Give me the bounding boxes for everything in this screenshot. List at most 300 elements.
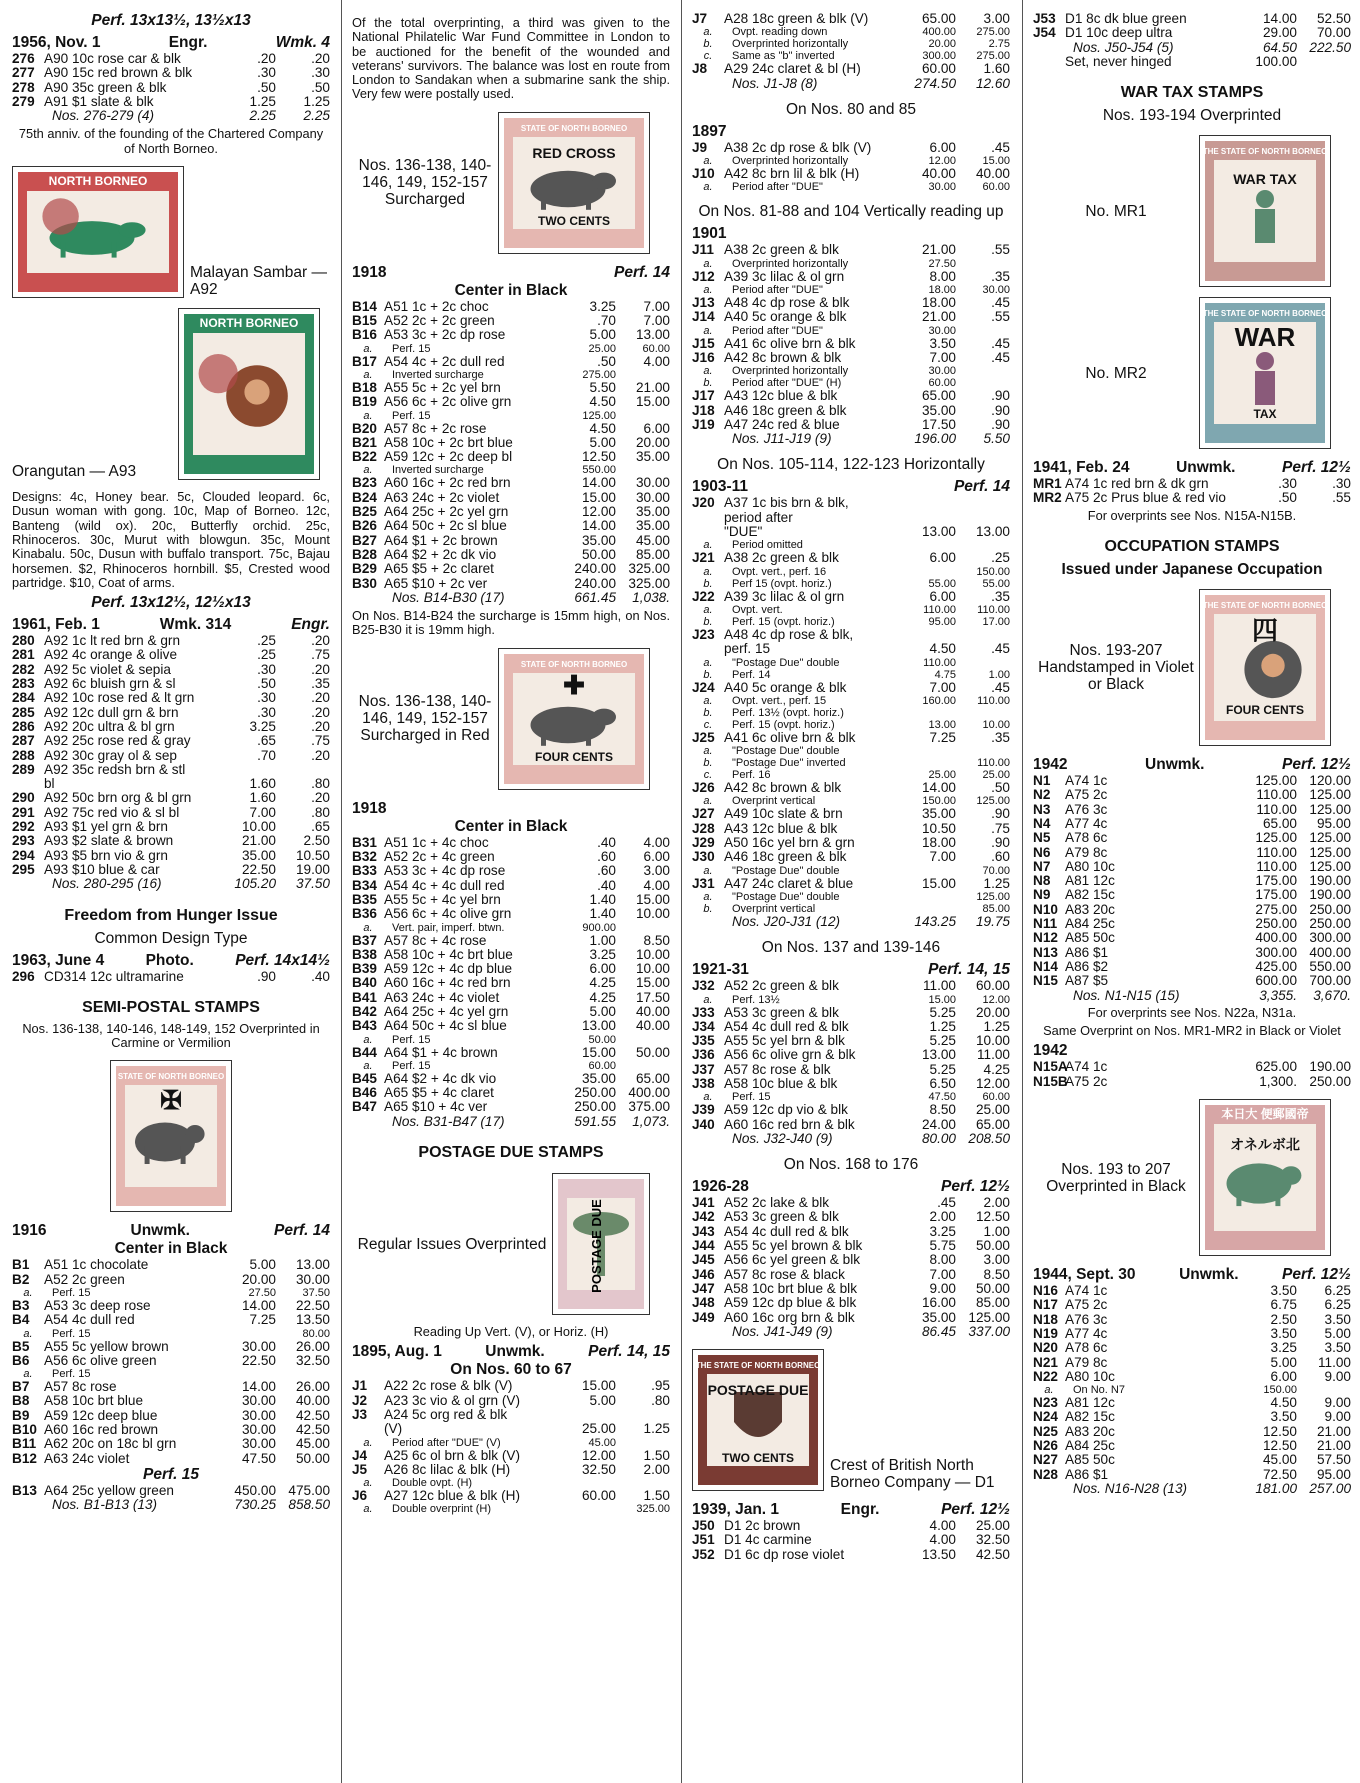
catalog-number: J7 <box>692 12 708 26</box>
issue-perf: Perf. 14, 15 <box>588 1343 670 1361</box>
description: Period after "DUE" <box>732 181 823 194</box>
listing-row <box>12 863 330 877</box>
section-heading: OCCUPATION STAMPS <box>1104 538 1280 556</box>
price-unused: .45 <box>937 1195 956 1211</box>
variety-row <box>692 1091 1010 1103</box>
price-used: 6.00 <box>643 420 670 436</box>
price-unused: 20.00 <box>928 38 956 51</box>
price-used: .45 <box>991 295 1010 311</box>
catalog-number: B36 <box>352 906 377 922</box>
listing-row <box>12 1394 330 1408</box>
price-unused: 35.00 <box>921 806 956 822</box>
price-unused: 240.00 <box>574 575 616 591</box>
catalog-number: B47 <box>352 1099 377 1115</box>
listing-row <box>352 1463 670 1477</box>
price-used: 208.50 <box>968 1130 1010 1146</box>
price-used: 20.00 <box>635 434 670 450</box>
price-used: 250.00 <box>1309 916 1351 932</box>
price-unused: 5.00 <box>1270 1354 1297 1370</box>
price-unused: 160.00 <box>922 694 956 707</box>
price-used: 57.50 <box>1316 1452 1351 1468</box>
listing-row <box>352 1019 670 1033</box>
price-used: 400.00 <box>628 1085 670 1101</box>
catalog-number: 282 <box>12 661 35 677</box>
description: A26 8c lilac & blk (H) <box>384 1462 511 1477</box>
price-unused: 6.00 <box>589 961 616 977</box>
price-used: 10.00 <box>635 906 670 922</box>
price-unused: 4.50 <box>929 641 956 657</box>
description: Period omitted <box>732 539 803 552</box>
catalog-number: N4 <box>1033 815 1051 831</box>
price-unused: 5.25 <box>929 1033 956 1049</box>
listing-row <box>352 1408 670 1422</box>
catalog-number: N3 <box>1033 801 1051 817</box>
price-unused: 2.00 <box>929 1209 956 1225</box>
catalog-number: B24 <box>352 489 377 505</box>
catalog-number: 295 <box>12 861 35 877</box>
total-row <box>1033 989 1351 1003</box>
catalog-number: B26 <box>352 518 377 534</box>
description: A52 2c lake & blk <box>724 1196 830 1211</box>
description: A93 $1 yel grn & brn <box>44 820 168 835</box>
variety-row <box>692 669 1010 681</box>
listing-row <box>12 849 330 863</box>
listing-row <box>352 850 670 864</box>
listing-row <box>692 12 1010 26</box>
price-unused: 3.50 <box>929 335 956 351</box>
listing-row <box>692 1077 1010 1091</box>
issue-perf: Perf. 12½ <box>1282 1266 1351 1284</box>
price-unused: 21.00 <box>921 242 956 258</box>
listing-row <box>692 681 1010 695</box>
listing-row <box>692 877 1010 891</box>
description: Period after "DUE" (H) <box>732 377 842 390</box>
catalog-number: a. <box>363 1436 373 1449</box>
listing-row <box>352 422 670 436</box>
price-used: .90 <box>991 806 1010 822</box>
listing-row <box>12 677 330 691</box>
description: Inverted surcharge <box>392 368 484 381</box>
catalog-number: a. <box>363 1033 373 1046</box>
price-used: 3.50 <box>1324 1340 1351 1356</box>
price-unused: 175.00 <box>1255 887 1297 903</box>
price-used: 45.00 <box>635 532 670 548</box>
price-unused: 21.00 <box>241 833 276 849</box>
price-unused: 3.25 <box>1270 1340 1297 1356</box>
price-used: .20 <box>311 690 330 706</box>
listing-row <box>692 807 1010 821</box>
svg-text:FOUR CENTS: FOUR CENTS <box>1226 703 1304 718</box>
description: A92 10c rose red & lt grn <box>44 691 195 706</box>
price-unused: 5.25 <box>929 1004 956 1020</box>
description: A54 4c dull red <box>44 1313 135 1328</box>
description: A93 $2 slate & brown <box>44 834 174 849</box>
catalog-number: B3 <box>12 1297 30 1313</box>
description: Overprinted horizontally <box>732 365 849 378</box>
price-used: 60.00 <box>982 1091 1010 1104</box>
variety-row <box>352 1477 670 1489</box>
description: A64 50c + 2c sl blue <box>384 519 507 534</box>
issue-date: 1918 <box>352 263 387 281</box>
price-unused: 274.50 <box>914 75 956 91</box>
description: A55 5c + 4c yel brn <box>384 892 501 907</box>
stamp-figure <box>1033 297 1351 449</box>
total-row <box>12 877 330 891</box>
price-unused: 110.00 <box>923 603 956 616</box>
catalog-number: B38 <box>352 946 377 962</box>
catalog-number: B22 <box>352 449 377 465</box>
price-unused: 60.00 <box>581 1488 616 1504</box>
issue-date: 1939, Jan. 1 <box>692 1501 780 1519</box>
price-used: 1.00 <box>983 1223 1010 1239</box>
variety-row <box>692 695 1010 707</box>
stamp-image <box>12 166 184 298</box>
listing-row <box>1033 26 1351 40</box>
listing-row <box>1033 874 1351 888</box>
listing-row <box>12 1258 330 1272</box>
issue-header <box>1033 1266 1351 1284</box>
price-unused: .70 <box>597 313 616 329</box>
catalog-number: 288 <box>12 747 35 763</box>
listing-row <box>1033 831 1351 845</box>
catalog-number: B46 <box>352 1085 377 1101</box>
issue-date: 1944, Sept. 30 <box>1033 1266 1136 1284</box>
catalog-number: B20 <box>352 420 377 436</box>
issue-perf: Wmk. 4 <box>275 34 330 51</box>
price-unused: 110.00 <box>1256 858 1297 874</box>
description: A65 $10 + 2c ver <box>384 576 488 591</box>
description: Nos. J20-J31 (12) <box>732 914 841 929</box>
price-used: .50 <box>991 780 1010 796</box>
price-unused: 150.00 <box>922 795 956 808</box>
catalog-number: N24 <box>1033 1409 1058 1425</box>
catalog-number: B21 <box>352 434 377 450</box>
listing-row <box>692 1282 1010 1296</box>
price-unused: .40 <box>597 877 616 893</box>
listing-row <box>692 337 1010 351</box>
price-unused: 14.00 <box>581 518 616 534</box>
catalog-number: J16 <box>692 349 715 365</box>
description: Perf. 15 <box>52 1286 91 1299</box>
catalog-number: b. <box>703 706 713 719</box>
price-used: 400.00 <box>1309 944 1351 960</box>
variety-row <box>692 745 1010 757</box>
price-unused: 175.00 <box>1255 873 1297 889</box>
catalog-number: B18 <box>352 379 377 395</box>
listing-row <box>12 95 330 109</box>
listing-row <box>1033 1453 1351 1467</box>
subheading: Perf. 13x12½, 12½x13 <box>91 594 251 612</box>
price-unused: .40 <box>597 834 616 850</box>
price-unused: 100.00 <box>1255 53 1297 69</box>
description: A42 8c brown & blk <box>724 781 842 796</box>
catalog-number: a. <box>363 368 373 381</box>
price-unused: 14.00 <box>241 1297 276 1313</box>
price-used: .90 <box>991 402 1010 418</box>
catalog-number: N11 <box>1033 916 1058 932</box>
price-unused: 30.00 <box>241 1407 276 1423</box>
description: A54 4c dull red & blk <box>724 1019 849 1034</box>
description: A60 16c + 4c red brn <box>384 976 511 991</box>
listing-row <box>692 1048 1010 1062</box>
listing-row <box>692 525 1010 539</box>
listing-row <box>1033 903 1351 917</box>
catalog-number: a. <box>703 993 713 1006</box>
price-unused: 1.60 <box>249 790 276 806</box>
price-used: 110.00 <box>977 694 1010 707</box>
catalog-number: a. <box>703 257 713 270</box>
catalog-number: N26 <box>1033 1437 1058 1453</box>
svg-text:STATE OF NORTH BORNEO: STATE OF NORTH BORNEO <box>520 123 628 133</box>
description: A90 35c green & blk <box>44 80 167 95</box>
price-unused: 55.00 <box>928 577 956 590</box>
price-unused: 7.00 <box>929 1266 956 1282</box>
issue-header <box>692 123 1010 141</box>
price-used: 25.00 <box>975 1102 1010 1118</box>
description: A75 2c <box>1065 788 1108 803</box>
price-used: 13.50 <box>295 1312 330 1328</box>
price-unused: 15.00 <box>928 993 956 1006</box>
catalog-number: B10 <box>12 1422 37 1438</box>
figure-caption: Crest of British North Borneo Company — D1 <box>830 1457 995 1492</box>
description: A64 $2 + 2c dk vio <box>384 547 497 562</box>
price-unused: 6.50 <box>929 1075 956 1091</box>
catalog-number: J46 <box>692 1266 715 1282</box>
stamp-image <box>498 112 650 254</box>
subheading: Perf. 15 <box>142 1465 199 1483</box>
description: A59 12c dp blue & blk <box>724 1296 857 1311</box>
variety-row <box>692 578 1010 590</box>
listing-row <box>692 141 1010 155</box>
price-unused: 400.00 <box>922 26 956 39</box>
description: A92 75c red vio & sl bl <box>44 805 180 820</box>
price-used: 3.00 <box>983 12 1010 26</box>
listing-row <box>692 1063 1010 1077</box>
price-unused: .60 <box>597 849 616 865</box>
issue-date: 1918 <box>352 799 387 817</box>
stamp-figure <box>1033 135 1351 287</box>
variety-row <box>352 1437 670 1449</box>
description: Double overprint (H) <box>392 1503 492 1516</box>
price-unused: 40.00 <box>921 166 956 182</box>
stamp-image <box>178 308 320 480</box>
price-unused: 5.00 <box>589 434 616 450</box>
catalog-number: 281 <box>12 647 35 663</box>
issue-header <box>1033 1042 1351 1060</box>
price-unused: 6.00 <box>929 588 956 604</box>
price-unused: 1.40 <box>589 891 616 907</box>
price-unused: 35.00 <box>921 402 956 418</box>
price-unused: 27.50 <box>928 257 956 270</box>
description: A23 3c vio & ol grn (V) <box>384 1393 520 1408</box>
catalog-number: B29 <box>352 561 377 577</box>
subheading: On Nos. 60 to 67 <box>450 1361 572 1379</box>
price-unused: 450.00 <box>234 1482 276 1498</box>
price-used: 17.50 <box>635 989 670 1005</box>
price-unused: 5.50 <box>589 379 616 395</box>
variety-row <box>12 1287 330 1299</box>
catalog-number: N6 <box>1033 844 1051 860</box>
listing-row <box>352 577 670 591</box>
issue-perf: Perf. 14 <box>953 478 1010 496</box>
catalog-number: J35 <box>692 1033 715 1049</box>
price-used: 3.00 <box>643 863 670 879</box>
price-used: .30 <box>1332 476 1351 492</box>
stamp-image <box>1199 1099 1331 1256</box>
figure-caption: Nos. 193-207 Handstamped in Violet or Black <box>1038 642 1194 694</box>
listing-row <box>692 404 1010 418</box>
price-unused: 105.20 <box>234 876 276 892</box>
catalog-number: 294 <box>12 847 35 863</box>
catalog-number: B19 <box>352 394 377 410</box>
description: A85 50c <box>1065 1453 1115 1468</box>
price-used: 3,670. <box>1313 987 1351 1003</box>
description: A58 10c + 4c brt blue <box>384 947 513 962</box>
catalog-number: a. <box>363 464 373 477</box>
listing-row <box>1033 491 1351 505</box>
issue-date: 1901 <box>692 225 727 243</box>
catalog-number: B32 <box>352 849 377 865</box>
listing-row <box>12 777 330 791</box>
description: A74 1c <box>1065 774 1108 789</box>
description: Vert. pair, imperf. btwn. <box>392 921 505 934</box>
description: A38 2c green & blk <box>724 243 839 258</box>
price-unused: 661.45 <box>574 589 616 605</box>
catalog-number: 276 <box>12 51 35 66</box>
price-used: .45 <box>991 679 1010 695</box>
catalog-number: a. <box>703 1091 713 1104</box>
listing-row <box>692 1519 1010 1533</box>
catalog-number: N18 <box>1033 1311 1058 1327</box>
listing-row <box>692 642 1010 656</box>
price-used: 11.00 <box>976 1047 1010 1063</box>
total-row <box>12 1498 330 1512</box>
catalog-number: J14 <box>692 309 715 325</box>
description: Ovpt. reading down <box>732 26 828 39</box>
catalog-number: 279 <box>12 93 35 109</box>
description: A80 10c <box>1065 1369 1115 1384</box>
listing-row <box>1033 1468 1351 1482</box>
catalog-number: N13 <box>1033 944 1058 960</box>
price-used: 2.75 <box>988 38 1010 51</box>
price-unused: 12.00 <box>581 1447 616 1463</box>
price-used: .20 <box>311 704 330 720</box>
catalog-number: B13 <box>12 1482 37 1498</box>
price-unused: 900.00 <box>582 921 616 934</box>
total-row <box>692 1325 1010 1339</box>
description: A64 $1 + 4c brown <box>384 1045 498 1060</box>
price-used: 30.00 <box>295 1271 330 1287</box>
price-used: 275.00 <box>976 50 1010 63</box>
price-used: 55.00 <box>982 577 1010 590</box>
price-used: .20 <box>311 790 330 806</box>
variety-row <box>692 325 1010 337</box>
listing-row <box>352 1449 670 1463</box>
price-unused: 3.25 <box>929 1223 956 1239</box>
listing-row <box>12 834 330 848</box>
price-used: 40.00 <box>635 1003 670 1019</box>
variety-row <box>352 369 670 381</box>
price-unused: 18.00 <box>928 284 956 297</box>
catalog-number: N23 <box>1033 1395 1058 1411</box>
price-used: 325.00 <box>628 561 670 577</box>
price-unused: .30 <box>1278 476 1297 492</box>
description: A86 $1 <box>1065 1467 1109 1482</box>
catalog-number: J20 <box>692 495 715 511</box>
listing-row <box>12 791 330 805</box>
price-unused: 22.50 <box>241 1352 276 1368</box>
price-unused: 4.50 <box>589 420 616 436</box>
price-used: .25 <box>991 550 1010 566</box>
price-used: .20 <box>311 51 330 66</box>
listing-row <box>692 822 1010 836</box>
price-used: .20 <box>311 633 330 649</box>
catalog-number: a. <box>23 1286 33 1299</box>
price-used: 4.00 <box>643 834 670 850</box>
price-used: 25.00 <box>975 1518 1010 1534</box>
catalog-number: N15B <box>1033 1073 1068 1089</box>
price-unused: 4.75 <box>934 668 956 681</box>
total-row <box>692 77 1010 91</box>
catalog-number: B37 <box>352 932 377 948</box>
paragraph: Nos. 136-138, 140-146, 148-149, 152 Overprinted in Carmine or Vermilion <box>22 1020 320 1051</box>
price-used: 15.00 <box>635 891 670 907</box>
description: A52 2c green <box>44 1272 125 1287</box>
listing-row <box>12 81 330 95</box>
price-used: 9.00 <box>1324 1395 1351 1411</box>
catalog-number: J47 <box>692 1280 715 1296</box>
variety-row <box>692 707 1010 719</box>
price-unused: 425.00 <box>1255 958 1297 974</box>
issue-date: 1895, Aug. 1 <box>352 1343 442 1361</box>
description: A92 12c dull grn & brn <box>44 705 179 720</box>
price-used: 110.00 <box>977 757 1010 770</box>
description: A62 20c on 18c bl grn <box>44 1437 177 1452</box>
price-used: 95.00 <box>1316 815 1351 831</box>
price-used: 40.00 <box>975 166 1010 182</box>
price-used: .30 <box>311 65 330 81</box>
price-used: 25.00 <box>982 769 1010 782</box>
listing-row <box>352 893 670 907</box>
description: A28 18c green & blk (V) <box>724 12 869 26</box>
description: Perf. 15 (ovpt. horiz.) <box>732 615 835 628</box>
price-used: 30.00 <box>982 284 1010 297</box>
catalog-number: 289 <box>12 761 35 777</box>
listing-row <box>1033 788 1351 802</box>
listing-row <box>352 505 670 519</box>
description: A48 4c dp rose & blk, <box>724 627 854 642</box>
description: "Postage Due" double <box>732 890 840 903</box>
price-unused: 14.00 <box>581 475 616 491</box>
listing-row <box>1033 477 1351 491</box>
issue-date: 1941, Feb. 24 <box>1033 459 1130 477</box>
catalog-number: 291 <box>12 804 35 820</box>
price-used: 20.00 <box>975 1004 1010 1020</box>
price-used: .90 <box>991 835 1010 851</box>
price-used: 275.00 <box>976 26 1010 39</box>
svg-text:POSTAGE DUE: POSTAGE DUE <box>589 1199 604 1293</box>
price-used: 190.00 <box>1309 873 1351 889</box>
listing-row <box>352 328 670 342</box>
variety-row <box>1033 1384 1351 1396</box>
description: Nos. 280-295 (16) <box>52 877 162 892</box>
listing-row <box>1033 1284 1351 1298</box>
catalog-number: N20 <box>1033 1340 1058 1356</box>
price-used: 37.50 <box>295 876 330 892</box>
catalog-number: B28 <box>352 546 377 562</box>
price-used: 35.00 <box>635 449 670 465</box>
price-unused: 30.00 <box>928 324 956 337</box>
